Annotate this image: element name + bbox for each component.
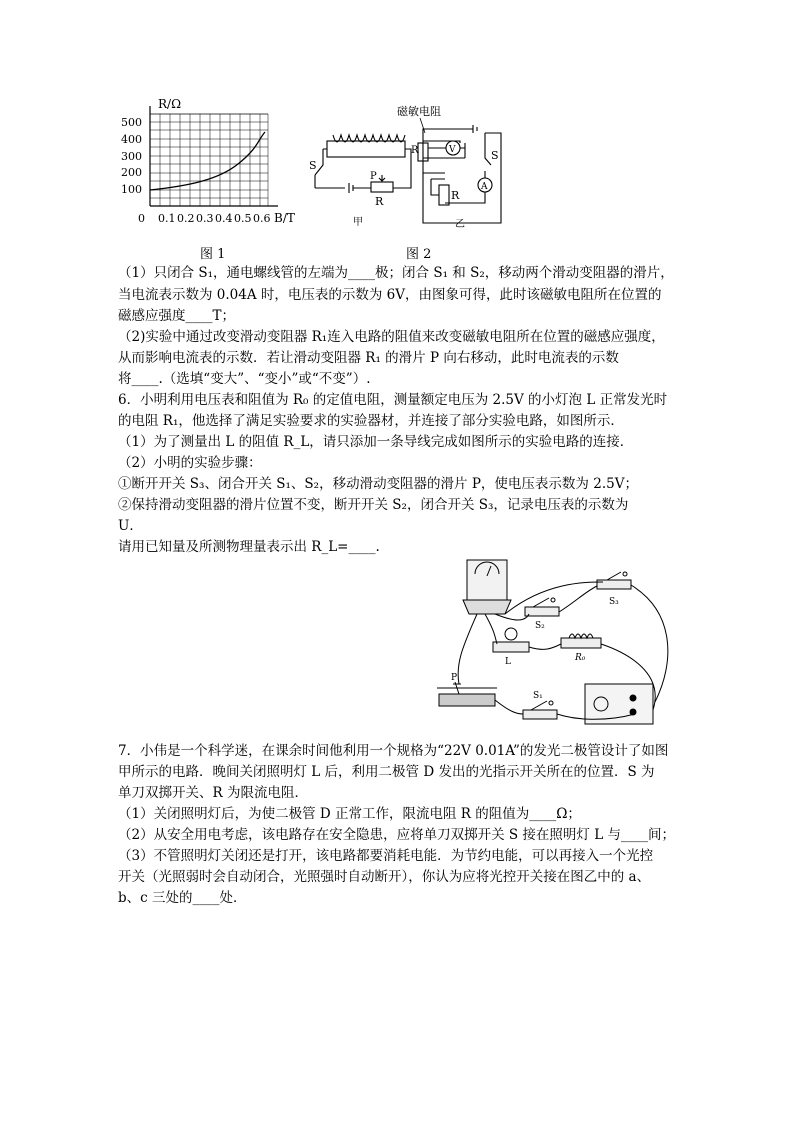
x-tick-0.3: 0.3 xyxy=(196,212,214,225)
label-jia: 甲 xyxy=(353,217,363,228)
label-s3: S₃ xyxy=(609,597,619,607)
x-tick-0.6: 0.6 xyxy=(253,212,271,225)
y-tick-500: 500 xyxy=(121,116,142,129)
solenoid xyxy=(327,141,405,157)
resistance-curve xyxy=(150,132,265,190)
y-tick-200: 200 xyxy=(121,166,142,179)
x-tick-0.2: 0.2 xyxy=(177,212,195,225)
label-p-3: P xyxy=(451,673,458,683)
x-tick-labels xyxy=(138,212,271,225)
figure-2-caption: 图 2 xyxy=(406,247,432,262)
switch-s3 xyxy=(597,580,631,589)
resistor-r0 xyxy=(561,638,601,648)
q7-line: （2）从安全用电考虑，该电路存在安全隐患，应将单刀双掷开关 S 接在照明灯 L 与____间； xyxy=(118,827,675,843)
q6-line: 请用已知量及所测物理量表示出 R_L=____. xyxy=(118,539,380,555)
q7-line: （3）不管照明灯关闭还是打开，该电路都要消耗电能．为节约电能，可以再接入一个光控 xyxy=(118,848,654,864)
label-r2: R xyxy=(451,189,460,202)
q6-line: ①断开开关 S₃、闭合开关 S₁、S₂，移动滑动变阻器的滑片 P，使电压表示数为 2.5V； xyxy=(118,476,638,492)
lamp-l xyxy=(493,642,529,652)
x-tick-0: 0 xyxy=(138,212,145,225)
figure-1-caption: 图 1 xyxy=(200,247,226,262)
q7-line: 7．小伟是一个科学迷，在课余时间他利用一个规格为“22V 0.01A”的发光二极管设计了如图 xyxy=(118,743,669,759)
y-tick-300: 300 xyxy=(121,150,142,163)
y-tick-labels xyxy=(121,116,142,196)
rheostat-r2 xyxy=(439,185,449,205)
label-s1: S xyxy=(309,159,317,172)
label-s2-3: S₂ xyxy=(535,621,545,631)
voltmeter xyxy=(467,560,507,600)
q7-line: b、c 三处的____处． xyxy=(118,890,247,906)
q5-line: 磁感应强度____T； xyxy=(118,308,236,324)
y-tick-100: 100 xyxy=(121,183,142,196)
q6-line: （1）为了测量出 L 的阻值 R_L，请只添加一条导线完成如图所示的实验电路的连接． xyxy=(118,434,634,450)
q7-line: 开关（光照弱时会自动闭合，光照强时自动断开），你认为应将光控开关接在图乙中的 a、 xyxy=(118,869,651,885)
q6-line: U． xyxy=(118,518,143,534)
label-p: P xyxy=(370,171,377,182)
q5-line: （2)实验中通过改变滑动变阻器 R₁连入电路的阻值来改变磁敏电阻所在位置的磁感应强度， xyxy=(118,329,665,345)
y-axis-label: R/Ω xyxy=(158,97,182,111)
figure-3-apparatus xyxy=(425,552,680,730)
rheostat xyxy=(439,694,495,706)
label-a: A xyxy=(481,182,488,192)
q7-line: （1）关闭照明灯后，为使二极管 D 正常工作，限流电阻 R 的阻值为____Ω； xyxy=(118,806,581,822)
magnetoresistor-title: 磁敏电阻 xyxy=(397,105,441,118)
figure-2-circuit xyxy=(305,103,515,233)
q7-line: 单刀双掷开关、R 为限流电阻． xyxy=(118,785,308,801)
label-l: L xyxy=(505,657,511,667)
label-r1: R xyxy=(375,195,384,208)
rheostat-r1 xyxy=(371,182,393,192)
q6-line: ②保持滑动变阻器的滑片位置不变，断开开关 S₂，闭合开关 S₃，记录电压表的示数为 xyxy=(118,497,629,513)
y-tick-400: 400 xyxy=(121,133,142,146)
label-r: R xyxy=(411,145,419,156)
q7-line: 甲所示的电路．晚间关闭照明灯 L 后，利用二极管 D 发出的光指示开关所在的位置．S 为 xyxy=(118,764,655,780)
switch-s1 xyxy=(523,710,557,719)
q6-line: 的电阻 R₁，他选择了满足实验要求的实验器材，并连接了部分实验电路，如图所示． xyxy=(118,413,624,429)
x-axis-label: B/T xyxy=(274,211,295,225)
q5-line: 将____.（选填“变大”、“变小”或“不变”）. xyxy=(118,371,371,387)
q5-line: 从而影响电流表的示数．若让滑动变阻器 R₁ 的滑片 P 向右移动，此时电流表的示数 xyxy=(118,350,619,366)
x-tick-0.1: 0.1 xyxy=(158,212,176,225)
label-s2: S xyxy=(491,149,499,162)
switch-s2 xyxy=(525,607,559,616)
label-s1-3: S₁ xyxy=(533,691,543,701)
label-yi: 乙 xyxy=(455,219,465,230)
grid xyxy=(150,114,268,206)
label-r0: R₀ xyxy=(575,653,586,663)
q6-line: （2）小明的实验步骤： xyxy=(118,455,262,471)
label-v: V xyxy=(449,145,456,155)
q5-line: （1）只闭合 S₁，通电螺线管的左端为____极；闭合 S₁ 和 S₂，移动两个滑动变阻器的滑片， xyxy=(118,265,674,281)
x-tick-0.5: 0.5 xyxy=(234,212,252,225)
q6-line: 6．小明利用电压表和阻值为 R₀ 的定值电阻，测量额定电压为 2.5V 的小灯泡 L 正常发光时 xyxy=(118,392,668,408)
x-tick-0.4: 0.4 xyxy=(215,212,233,225)
q5-line: 当电流表示数为 0.04A 时，电压表的示数为 6V，由图象可得，此时该磁敏电阻所在位置的 xyxy=(118,287,662,303)
power-supply xyxy=(585,684,653,724)
figure-1-graph xyxy=(118,96,298,230)
